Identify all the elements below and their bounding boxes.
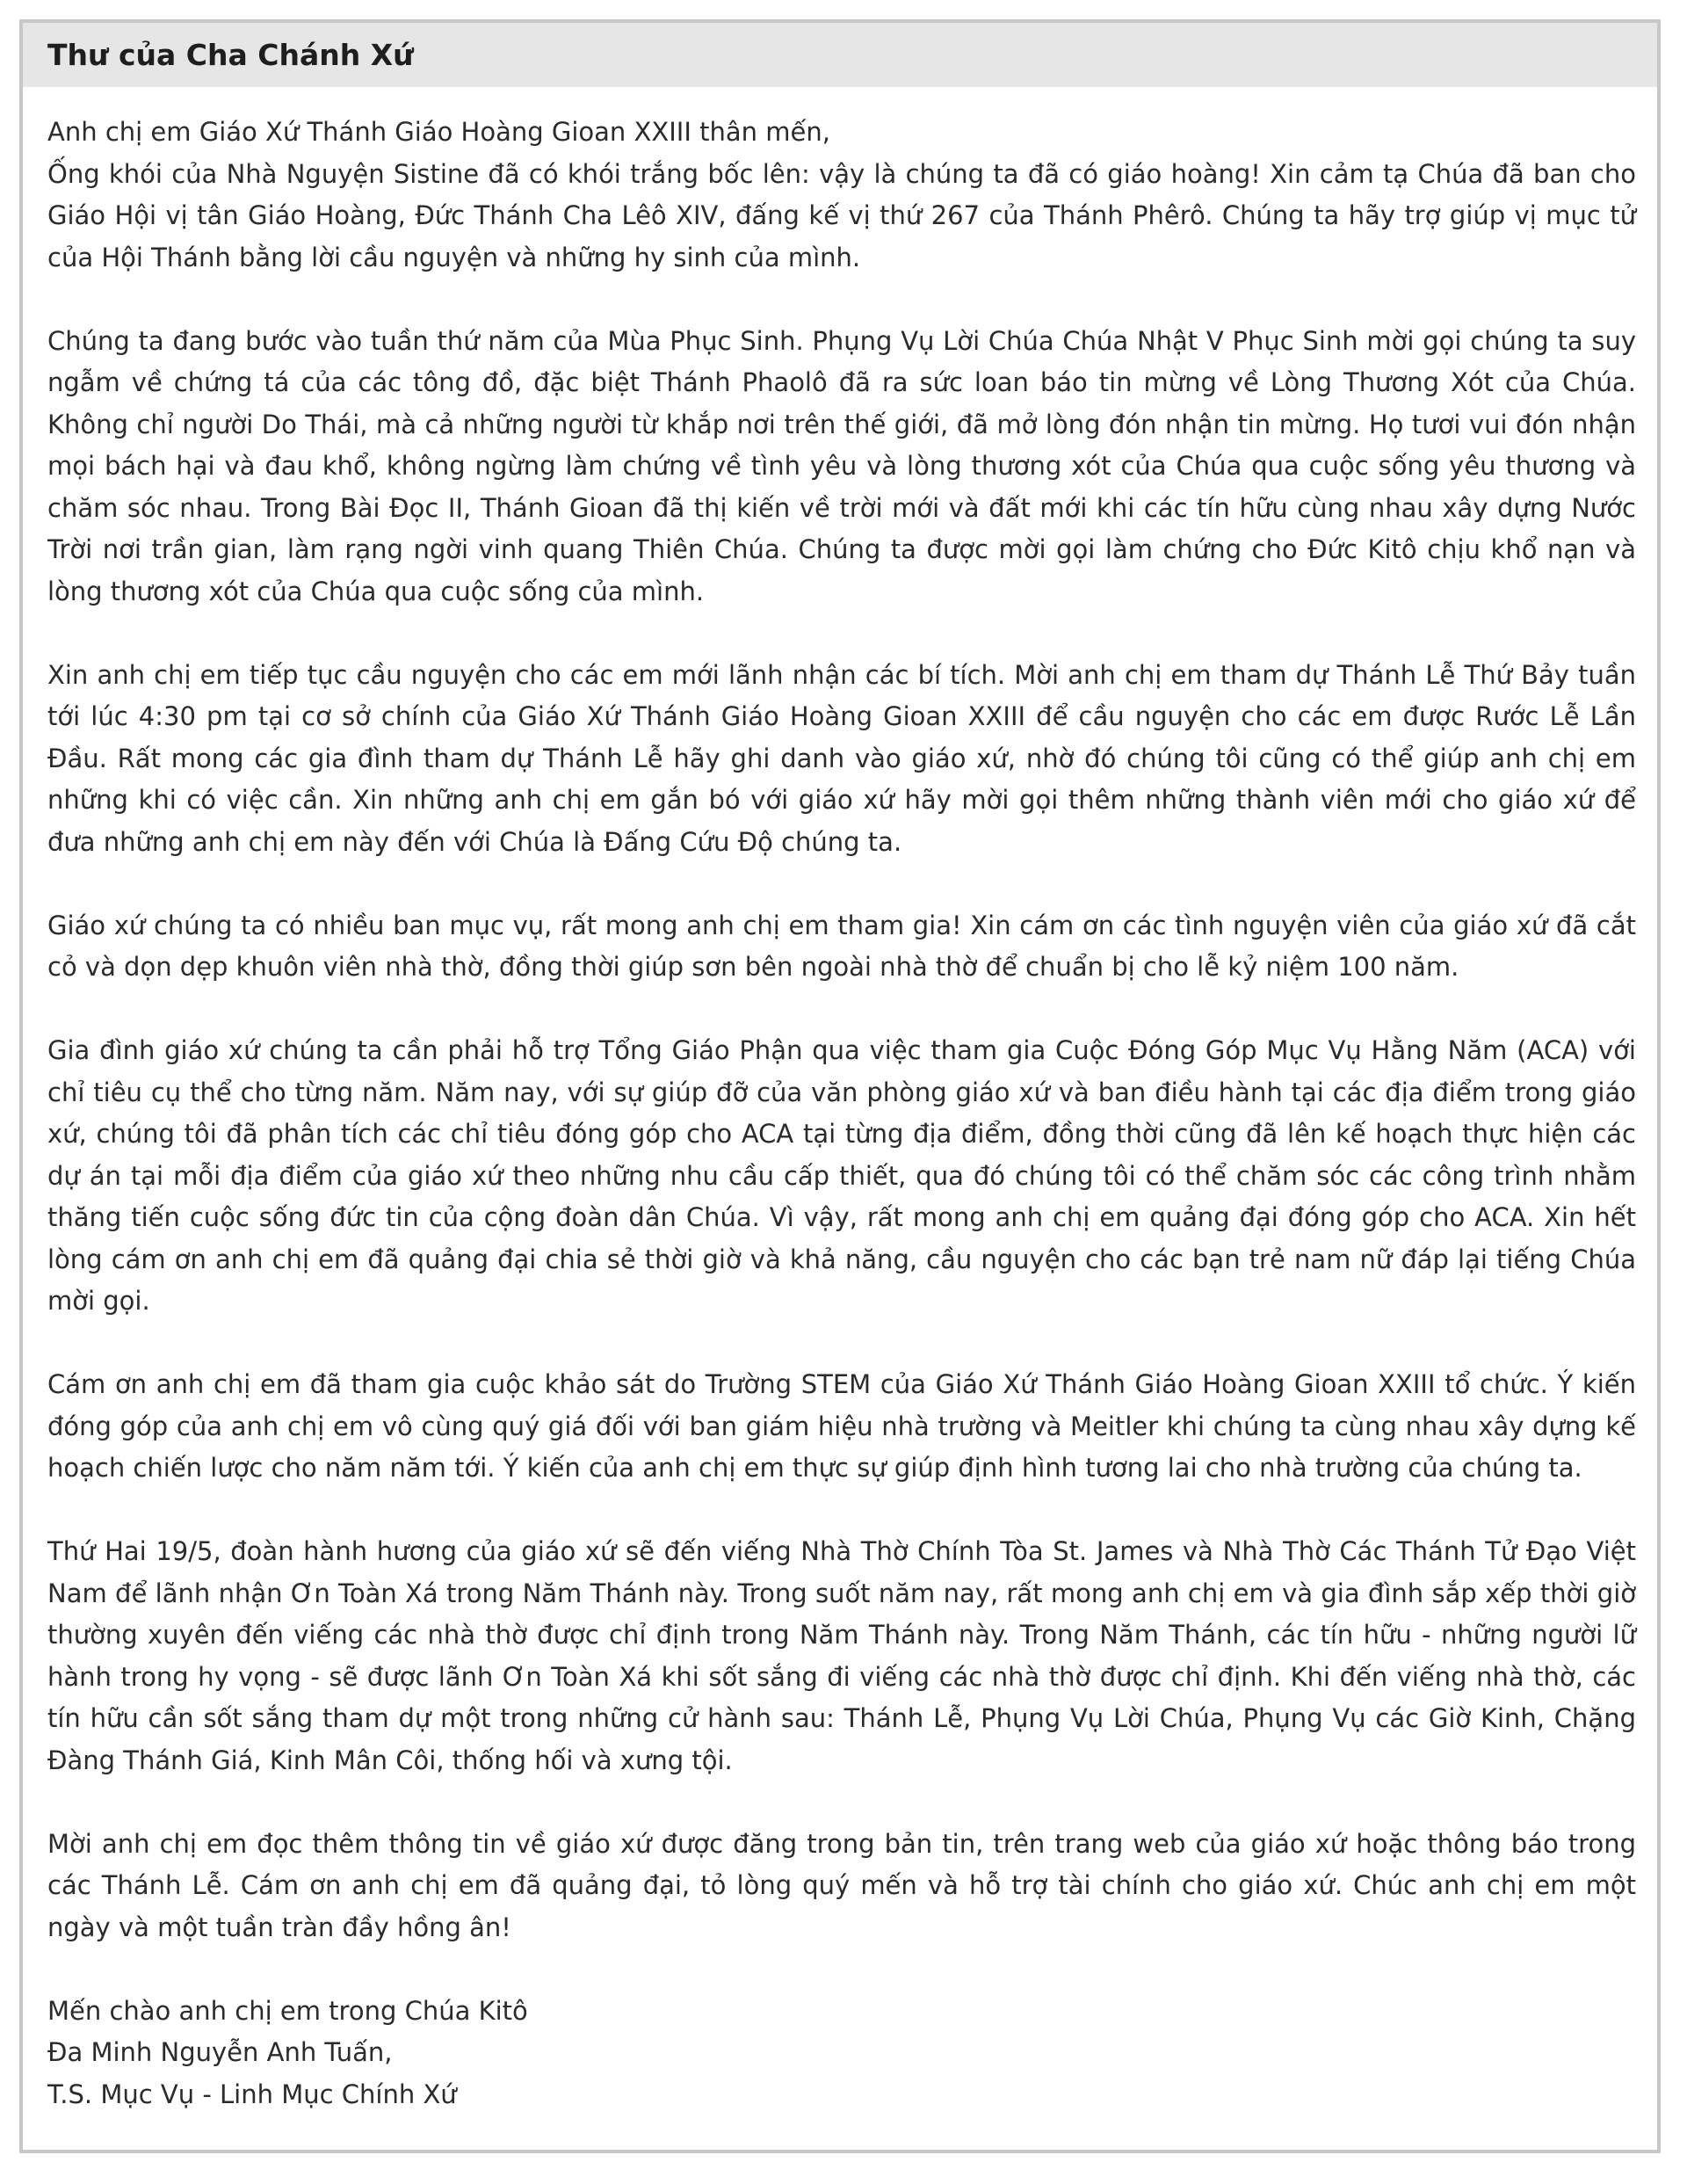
letter-paragraph: Ống khói của Nhà Nguyện Sistine đã có khói trắng bốc lên: vậy là chúng ta đã có giáo hoàng! Xin cảm tạ Chúa đã ban cho Giáo Hội vị tân Giáo Hoàng, Đức Thánh Cha Lêô XIV, đấng kế vị thứ 267 của Thánh Phêrô. Chúng ta hãy trợ giúp vị mục tử của Hội Thánh bằng lời cầu nguyện và những hy sinh của mình. [47, 158, 1636, 272]
letter-body [23, 87, 1657, 2115]
signature-role: T.S. Mục Vụ - Linh Mục Chính Xứ [47, 2079, 457, 2109]
letter-paragraph: Thứ Hai 19/5, đoàn hành hương của giáo xứ sẽ đến viếng Nhà Thờ Chính Tòa St. James và Nhà Thờ Các Thánh Tử Đạo Việt Nam để lãnh nhận Ơn Toàn Xá trong Năm Thánh này. Trong suốt năm nay, rất mong anh chị em và gia đình sắp xếp thời giờ thường xuyên đến viếng các nhà thờ được chỉ định trong Năm Thánh này. Trong Năm Thánh, các tín hữu - những người lữ hành trong hy vọng - sẽ được lãnh Ơn Toàn Xá khi sốt sắng đi viếng các nhà thờ được chỉ định. Khi đến viếng nhà thờ, các tín hữu cần sốt sắng tham dự một trong những cử hành sau: Thánh Lễ, Phụng Vụ Lời Chúa, Phụng Vụ các Giờ Kinh, Chặng Đàng Thánh Giá, Kinh Mân Côi, thống hối và xưng tội. [47, 1536, 1636, 1775]
letter-paragraph: Giáo xứ chúng ta có nhiều ban mục vụ, rất mong anh chị em tham gia! Xin cám ơn các tình nguyện viên của giáo xứ đã cắt cỏ và dọn dẹp khuôn viên nhà thờ, đồng thời giúp sơn bên ngoài nhà thờ để chuẩn bị cho lễ kỷ niệm 100 năm. [47, 910, 1636, 982]
letter-paragraph: Gia đình giáo xứ chúng ta cần phải hỗ trợ Tổng Giáo Phận qua việc tham gia Cuộc Đóng Góp Mục Vụ Hằng Năm (ACA) với chỉ tiêu cụ thể cho từng năm. Năm nay, với sự giúp đỡ của văn phòng giáo xứ và ban điều hành tại các địa điểm trong giáo xứ, chúng tôi đã phân tích các chỉ tiêu đóng góp cho ACA tại từng địa điểm, đồng thời cũng đã lên kế hoạch thực hiện các dự án tại mỗi địa điểm của giáo xứ theo những nhu cầu cấp thiết, qua đó chúng tôi có thể chăm sóc các công trình nhằm thăng tiến cuộc sống đức tin của cộng đoàn dân Chúa. Vì vậy, rất mong anh chị em quảng đại đóng góp cho ACA. Xin hết lòng cám ơn anh chị em đã quảng đại chia sẻ thời giờ và khả năng, cầu nguyện cho các bạn trẻ nam nữ đáp lại tiếng Chúa mời gọi. [47, 1035, 1636, 1316]
signature-closing: Mến chào anh chị em trong Chúa Kitô [47, 1995, 528, 2026]
pastor-letter-box [19, 19, 1661, 2153]
letter-paragraph: Xin anh chị em tiếp tục cầu nguyện cho các em mới lãnh nhận các bí tích. Mời anh chị em tham dự Thánh Lễ Thứ Bảy tuần tới lúc 4:30 pm tại cơ sở chính của Giáo Xứ Thánh Giáo Hoàng Gioan XXIII để cầu nguyện cho các em được Rước Lễ Lần Đầu. Rất mong các gia đình tham dự Thánh Lễ hãy ghi danh vào giáo xứ, nhờ đó chúng tôi cũng có thể giúp anh chị em những khi có việc cần. Xin những anh chị em gắn bó với giáo xứ hãy mời gọi thêm những thành viên mới cho giáo xứ để đưa những anh chị em này đến với Chúa là Đấng Cứu Độ chúng ta. [47, 659, 1636, 857]
letter-title: Thư của Cha Chánh Xứ [47, 38, 414, 72]
letter-greeting: Anh chị em Giáo Xứ Thánh Giáo Hoàng Gioan XXIII thân mến, [47, 117, 830, 147]
letter-signature [47, 1991, 1636, 2116]
letter-paragraph: Cám ơn anh chị em đã tham gia cuộc khảo sát do Trường STEM của Giáo Xứ Thánh Giáo Hoàng Gioan XXIII tổ chức. Ý kiến đóng góp của anh chị em vô cùng quý giá đối với ban giám hiệu nhà trường và Meitler khi chúng ta cùng nhau xây dựng kế hoạch chiến lược cho năm năm tới. Ý kiến của anh chị em thực sự giúp định hình tương lai cho nhà trường của chúng ta. [47, 1369, 1636, 1483]
signature-name: Đa Minh Nguyễn Anh Tuấn, [47, 2037, 393, 2067]
letter-paragraph: Mời anh chị em đọc thêm thông tin về giáo xứ được đăng trong bản tin, trên trang web của giáo xứ hoặc thông báo trong các Thánh Lễ. Cám ơn anh chị em đã quảng đại, tỏ lòng quý mến và hỗ trợ tài chính cho giáo xứ. Chúc anh chị em một ngày và một tuần tràn đầy hồng ân! [47, 1828, 1636, 1942]
letter-paragraph: Chúng ta đang bước vào tuần thứ năm của Mùa Phục Sinh. Phụng Vụ Lời Chúa Chúa Nhật V Phục Sinh mời gọi chúng ta suy ngẫm về chứng tá của các tông đồ, đặc biệt Thánh Phaolô đã ra sức loan báo tin mừng về Lòng Thương Xót của Chúa. Không chỉ người Do Thái, mà cả những người từ khắp nơi trên thế giới, đã mở lòng đón nhận tin mừng. Họ tươi vui đón nhận mọi bách hại và đau khổ, không ngừng làm chứng về tình yêu và lòng thương xót của Chúa qua cuộc sống yêu thương và chăm sóc nhau. Trong Bài Đọc II, Thánh Gioan đã thị kiến về trời mới và đất mới khi các tín hữu cùng nhau xây dựng Nước Trời nơi trần gian, làm rạng ngời vinh quang Thiên Chúa. Chúng ta được mời gọi làm chứng cho Đức Kitô chịu khổ nạn và lòng thương xót của Chúa qua cuộc sống của mình. [47, 325, 1636, 606]
letter-header [23, 23, 1657, 87]
